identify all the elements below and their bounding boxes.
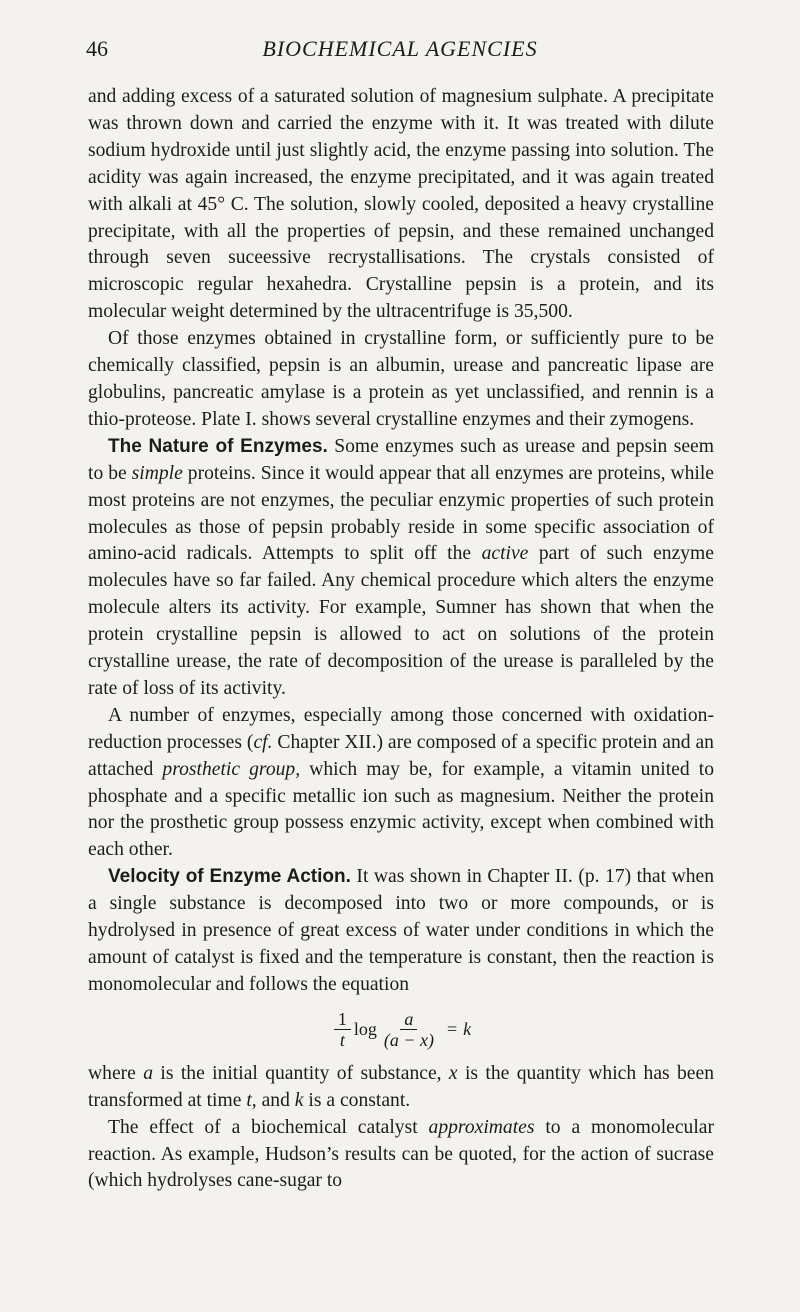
text-run: which may be, for example, a vitamin united to phosphate and a specific metallic ion such as magnesium. Neither the protein nor the prosthetic group possess enzymic activity, except when combined with each other. [88, 758, 715, 861]
paragraph-7 [88, 1115, 714, 1196]
text-run: is a constant. [303, 1089, 411, 1111]
running-title: BIOCHEMICAL AGENCIES [262, 36, 538, 61]
text-run: The effect of a biochemical catalyst [108, 1116, 429, 1138]
fraction-denominator [380, 1030, 438, 1050]
fraction-numerator: 1 [334, 1009, 351, 1030]
fraction-denominator [336, 1030, 349, 1050]
variable-a: a [404, 1009, 414, 1030]
paragraph-velocity [88, 864, 714, 999]
text-run: A number of enzymes, especially among those concerned with oxidation-reduction processes ( [88, 704, 714, 753]
equation [88, 999, 714, 1061]
variable-t: t [339, 1030, 345, 1051]
text-run: Chapter XII.) are composed of a specific protein and an attached [88, 731, 714, 780]
text-run: part of such enzyme molecules have so far failed. Any chemical procedure which alters the enzyme molecule alters its activity. For example, Sumner has shown that when the protein crystalline pepsin is allowed to act on solutions of the protein crystalline urease, the rate of decomposition of the urease is paralleled by the rate of loss of its activity. [88, 543, 714, 699]
emphasis: a [143, 1062, 154, 1084]
paragraph-2: Of those enzymes obtained in crystalline form, or sufficiently pure to be chemically classified, pepsin is an albumin, urease and pancreatic lipase are globulins, pancreatic amylase is a protein as yet unclassified, and rennin is a thio-proteose. Plate I. shows several crystalline enzymes and their zymogens. [88, 328, 714, 430]
fraction-a-over-a-minus-x [380, 1009, 438, 1050]
emphasis: simple [131, 462, 183, 484]
text-run: is the initial quantity of substance, [153, 1062, 449, 1084]
paragraph-6 [88, 1061, 714, 1115]
emphasis: prosthetic group, [162, 758, 301, 780]
text-run: is the quantity which has been transformed at time [88, 1062, 714, 1111]
fraction-numerator [400, 1009, 417, 1030]
emphasis: cf. [253, 731, 273, 753]
body-text [88, 84, 714, 1195]
page-header [86, 36, 714, 68]
variable-k: k [463, 1019, 472, 1040]
text-run: to a monomolecular reaction. As example, Hudson’s results can be quoted, for the action of sucrase (which hydrolyses cane-sugar to [88, 1116, 714, 1192]
equals-sign: = [446, 1019, 458, 1040]
emphasis: k [294, 1089, 304, 1111]
text-run: , and [251, 1089, 295, 1111]
text-run: It was shown in Chapter II. (p. 17) that when a single substance is decomposed into two or more compounds, or is hydrolysed in presence of great excess of water under conditions in which the amount of catalyst is fixed and the temperature is constant, then the reaction is monomolecular and follows the equation [88, 866, 715, 995]
paragraph-1: and adding excess of a saturated solution of magnesium sulphate. A precipitate was thrown down and carried the enzyme with it. It was treated with dilute sodium hydroxide until just slightly acid, the enzyme passing into solution. The acidity was again increased, the enzyme precipitated, and it was again treated with alkali at 45° C. The solution, slowly cooled, deposited a heavy crystalline precipitate, with all the properties of pepsin, and these remained unchanged through seven suceessive recrystallisations. The crystals consisted of microscopic regular hexahedra. Crystalline pepsin is a protein, and its molecular weight determined by the ultracentrifuge is 35,500. [88, 86, 714, 323]
emphasis: t [246, 1089, 252, 1111]
emphasis: approximates [428, 1116, 535, 1138]
fraction-one-over-t [334, 1009, 351, 1050]
section-heading-nature: The Nature of Enzymes. [108, 435, 328, 457]
section-heading-velocity: Velocity of Enzyme Action. [108, 866, 351, 888]
expression-a-minus-x: (a − x) [383, 1030, 434, 1051]
emphasis: active [481, 543, 529, 565]
paragraph-4 [88, 703, 714, 864]
text-run: proteins. Since it would appear that all enzymes are proteins, while most proteins are not enzymes, the peculiar enzymic properties of such protein molecules as those of pepsin probably reside in some specific association of amino-acid radicals. Attempts to split off the [88, 462, 714, 565]
paragraph-nature-of-enzymes [88, 434, 714, 703]
log-operator: log [353, 1019, 377, 1040]
emphasis: x [448, 1062, 458, 1084]
page-number: 46 [86, 36, 108, 61]
text-run: where [88, 1062, 144, 1084]
text-run: Some enzymes such as urease and pepsin seem to be [88, 435, 714, 484]
